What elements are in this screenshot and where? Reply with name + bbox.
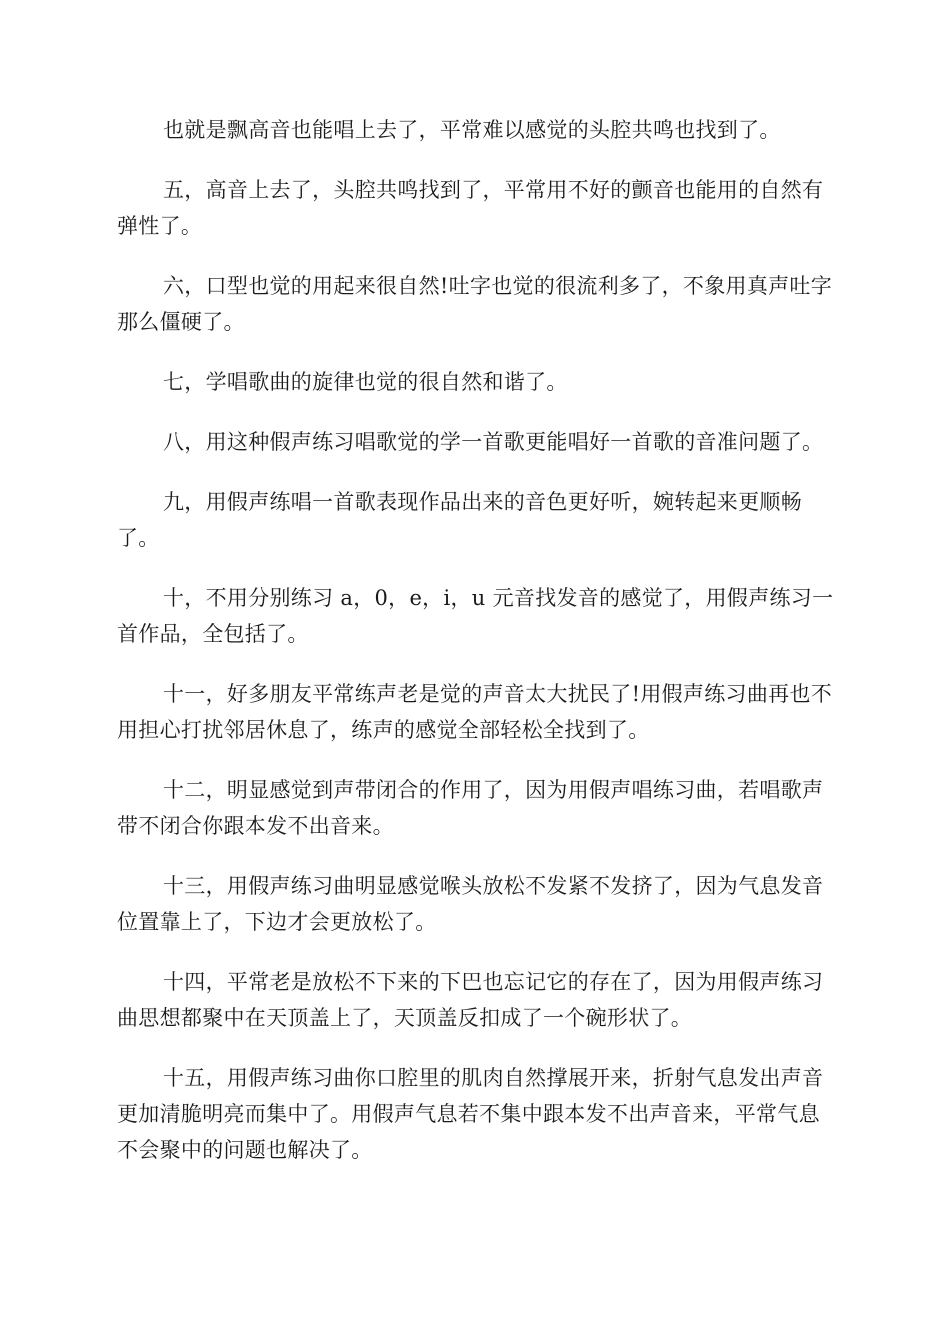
paragraph-12: 十五，用假声练习曲你口腔里的肌肉自然撑展开来，折射气息发出声音更加清脆明亮而集中了。用假声气息若不集中跟本发不出声音来，平常气息不会聚中的问题也解决了。 [117,1066,824,1162]
paragraph-5: 八，用这种假声练习唱歌觉的学一首歌更能唱好一首歌的音准问题了。 [163,430,824,454]
paragraph-11: 十四，平常老是放松不下来的下巴也忘记它的存在了，因为用假声练习曲思想都聚中在天顶盖上了，天顶盖反扣成了一个碗形状了。 [117,970,824,1030]
paragraph-7: 十，不用分别练习 a，0，e，i，u 元音找发音的感觉了，用假声练习一首作品，全包括了。 [117,586,834,646]
paragraph-10: 十三，用假声练习曲明显感觉喉头放松不发紧不发挤了，因为气息发音位置靠上了，下边才会更放松了。 [117,874,824,934]
paragraph-6: 九，用假声练唱一首歌表现作品出来的音色更好听，婉转起来更顺畅了。 [117,490,802,550]
paragraph-8: 十一，好多朋友平常练声老是觉的声音太大扰民了!用假声练习曲再也不用担心打扰邻居休息了，练声的感觉全部轻松全找到了。 [117,682,833,742]
paragraph-4: 七，学唱歌曲的旋律也觉的很自然和谐了。 [163,370,568,394]
paragraph-3: 六，口型也觉的用起来很自然!吐字也觉的很流利多了，不象用真声吐字那么僵硬了。 [117,274,833,334]
paragraph-9: 十二，明显感觉到声带闭合的作用了，因为用假声唱练习曲，若唱歌声带不闭合你跟本发不出音来。 [117,778,824,838]
paragraph-2: 五，高音上去了，头腔共鸣找到了，平常用不好的颤音也能用的自然有弹性了。 [117,178,824,238]
paragraph-1: 也就是飘高音也能唱上去了，平常难以感觉的头腔共鸣也找到了。 [163,118,781,142]
